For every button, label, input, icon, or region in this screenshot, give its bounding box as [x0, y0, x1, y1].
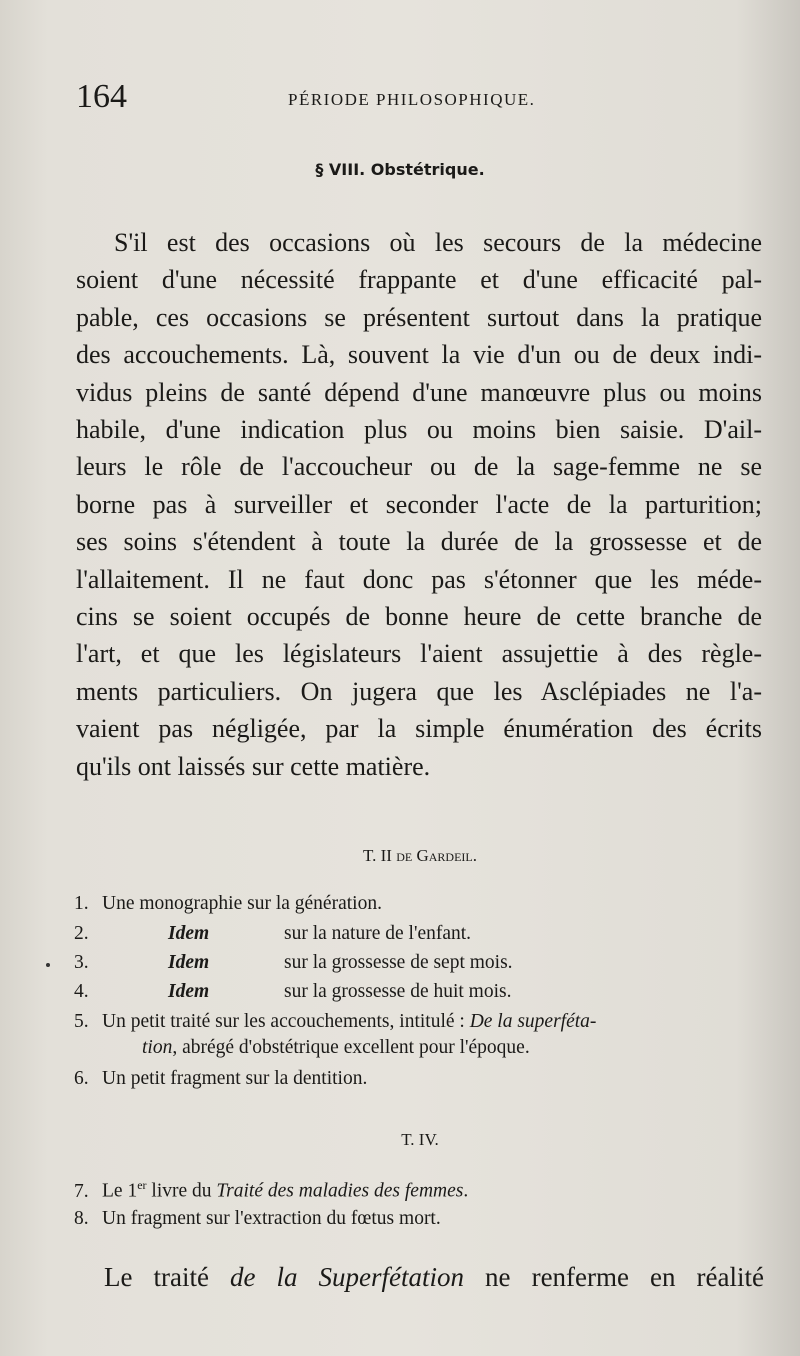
paragraph-line: pable, ces occasions se présentent surtout dans la pratique: [76, 302, 762, 332]
paragraph-line: borne pas à surveiller et seconder l'acte de la parturition;: [76, 489, 762, 519]
list-item: 1. Une monographie sur la génération.: [74, 893, 382, 914]
ink-speck: [46, 963, 50, 967]
list-item: 8. Un fragment sur l'extraction du fœtus mort.: [74, 1208, 441, 1229]
list-item-continuation: tion, abrégé d'obstétrique excellent pour l'époque.: [142, 1037, 530, 1058]
paragraph-line: S'il est des occasions où les secours de la médecine: [114, 228, 762, 257]
list-item: 7. Le 1er livre du Traité des maladies des femmes.: [74, 1178, 469, 1202]
list-item: 3. Idem sur la grossesse de sept mois.: [74, 952, 513, 973]
list-item: 6. Un petit fragment sur la dentition.: [74, 1068, 368, 1089]
paragraph-line: ses soins s'étendent à toute la durée de la grossesse et de: [76, 527, 762, 557]
paragraph-line: soient d'une nécessité frappante et d'une efficacité pal-: [76, 265, 762, 295]
list-item: 4. Idem sur la grossesse de huit mois.: [74, 981, 512, 1002]
page-number: 164: [76, 78, 127, 115]
paragraph-line: des accouchements. Là, souvent la vie d'un ou de deux indi-: [76, 340, 762, 370]
paragraph-line: cins se soient occupés de bonne heure de cette branche de: [76, 602, 762, 632]
section-title: § VIII. Obstétrique.: [315, 160, 485, 179]
paragraph-line: qu'ils ont laissés sur cette matière.: [76, 751, 431, 781]
tome-2-label: T. II: [363, 846, 392, 865]
final-line: Le traité de la Superfétation ne renferme en réalité: [104, 1262, 764, 1292]
paragraph-line: leurs le rôle de l'accoucheur ou de la sage-femme ne se: [76, 452, 762, 482]
list-item: 5. Un petit traité sur les accouchements, intitulé : De la superféta-: [74, 1011, 597, 1032]
page-header: [76, 78, 764, 118]
tome-2-heading: [0, 846, 800, 866]
paragraph-line: l'art, et que les législateurs l'aient assujettie à des règle-: [76, 639, 762, 669]
paragraph-line: vaient pas négligée, par la simple énumération des écrits: [76, 714, 762, 744]
running-head: PÉRIODE PHILOSOPHIQUE.: [288, 90, 536, 109]
paragraph-line: vidus pleins de santé dépend d'une manœuvre plus ou moins: [76, 377, 762, 407]
paragraph-line: ments particuliers. On jugera que les Asclépiades ne l'a-: [76, 676, 762, 706]
paragraph-line: l'allaitement. Il ne faut donc pas s'étonner que les méde-: [76, 564, 762, 594]
body-paragraph: [76, 224, 762, 785]
tome-4-heading: T. IV.: [401, 1130, 439, 1149]
paragraph-line: habile, d'une indication plus ou moins bien saisie. D'ail-: [76, 415, 762, 445]
tome-2-author: de Gardeil.: [396, 846, 477, 865]
list-item: 2. Idem sur la nature de l'enfant.: [74, 923, 472, 944]
